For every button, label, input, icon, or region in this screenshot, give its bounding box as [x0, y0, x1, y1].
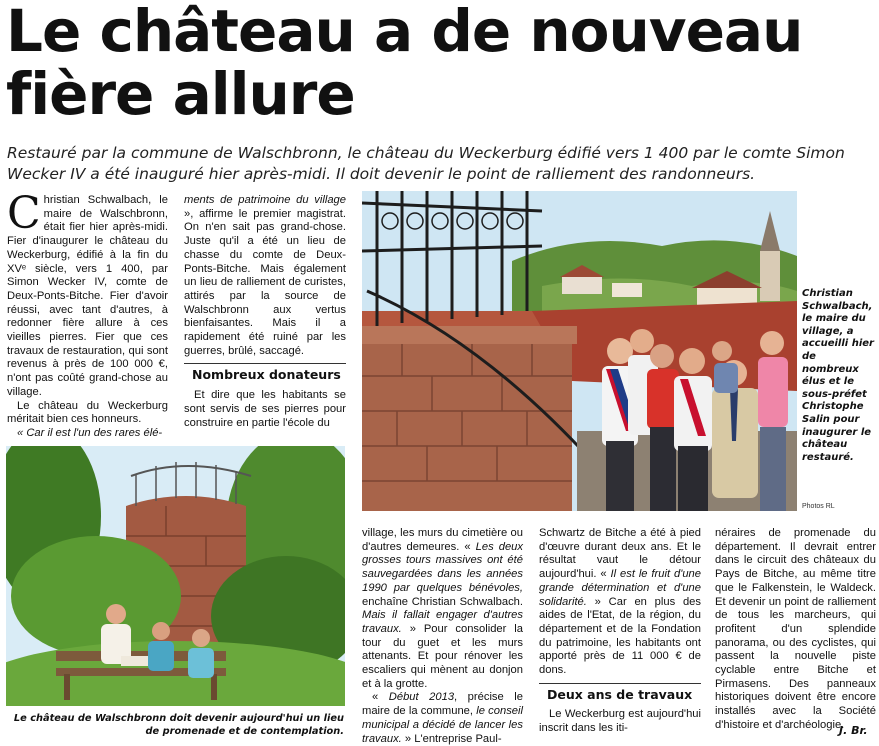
photo-inauguration — [362, 191, 797, 511]
drop-cap: C — [7, 188, 41, 239]
photo-castle-bench-illustration — [6, 446, 345, 706]
article-column-3 — [362, 527, 523, 746]
photo-castle-bench — [6, 446, 345, 706]
paragraph: village, les murs du cimetière ou d'autres demeures. « Les deux grosses tours massives ont été sauvegardées dans les années 1990 par quelques bénévoles, enchaîne Christian Schwalbach. Mais il fallait engager d'autres travaux. » Pour consolider la tour du guet et les murs attenants. Et pour rénover les escaliers qui mènent au donjon et à la grotte. — [362, 527, 523, 690]
paragraph: Schwartz de Bitche a été à pied d'œuvre durant deux ans. Et le résultat vaut le détour aujourd'hui. « Il est le fruit d'une grande détermination et d'une solidarité. » Car en plus des aides de l'Etat, de la région, du département et de la Fondation du patrimoine, les habitants ont apporté près de 11 000 € de dons. — [539, 527, 701, 677]
author-signature: J. Br. — [839, 724, 868, 737]
paragraph: néraires de promenade du département. Il devrait entrer dans le circuit des châteaux du Pays de Bitche, au même titre que le Falkenstein, le Waldeck. Et devenir un point de ralliement de tous les marcheurs, qui profitent d'un splendide panorama, ou des cyclistes, qui passent la nouvelle piste cyclable entre Bitche et Pirmasens. Des panneaux historiques doivent être encore installés avec la Société d'histoire et d'archéologie. — [715, 527, 876, 731]
subheading: Nombreux donateurs — [184, 363, 346, 385]
photo-caption-bottom: Le château de Walschbronn doit devenir aujourd'hui un lieu de promenade et de contemplation. — [13, 713, 344, 737]
article-column-5 — [715, 527, 876, 733]
article-column-4 — [539, 527, 701, 736]
paragraph: « Début 2013, précise le maire de la commune, le conseil municipal a décidé de lancer les travaux. » L'entreprise Paul- — [362, 691, 524, 745]
paragraph: Et dire que les habitants se sont servis de ses pierres pour construire en partie l'école du — [184, 389, 346, 429]
paragraph — [7, 427, 168, 441]
photo-caption-top: Christian Schwalbach, le maire du village, a accueilli hier de nombreux élus et le sous-préfet Christophe Salin pour inaugurer le château restauré. — [802, 288, 874, 463]
paragraph-text: hristian Schwalbach, le maire de Walschbronn, était fier hier après-midi. Fier d'inaugurer le château du Weckerburg, édifié à la fin du XVᵉ siècle, vers 1 400, par Simon Wecker IV, comte de Deux-Ponts-Bitche. Fier d'avoir réussi, avec tant d'autres, à redonner fière allure à ces vieilles pierres. Fier que ces travaux de restauration, qui sont revenus à près de 100 000 €, n'ont pas coûté grand-chose au village. — [7, 194, 168, 398]
paragraph — [7, 188, 168, 400]
paragraph: Le Weckerburg est aujourd'hui inscrit dans les iti- — [539, 708, 701, 735]
article-column-1 — [7, 188, 168, 441]
subheading: Deux ans de travaux — [539, 683, 701, 705]
quote-text: « Car il est l'un des rares élé- — [17, 426, 163, 439]
quote-text: ments de patrimoine du village — [184, 194, 346, 206]
article-deck: Restauré par la commune de Walschbronn, le château du Weckerburg édifié vers 1 400 par le comte Simon Wecker IV a été inauguré hier après-midi. Il doit devenir le point de ralliement des randonneurs. — [7, 144, 845, 183]
paragraph — [184, 194, 346, 358]
photo-credit: Photos RL — [802, 503, 835, 510]
photo-inauguration-illustration — [362, 191, 797, 511]
headline: Le château a de nouveau fière allure — [6, 0, 803, 128]
article-column-2 — [184, 194, 346, 430]
paragraph-text: », affirme le premier magistrat. On n'en sait pas grand-chose. Juste qu'il a été un lieu de chasse du comte de Deux-Ponts-Bitche. Mais également un lieu de ralliement de curistes, attirés par la source de Walschbronn aux vertus bienfaisantes. Mais il a rapidement été ruiné par les guerres, brûlé, saccagé. — [184, 207, 346, 357]
paragraph: Le château du Weckerburg méritait bien ces honneurs. — [7, 399, 168, 426]
